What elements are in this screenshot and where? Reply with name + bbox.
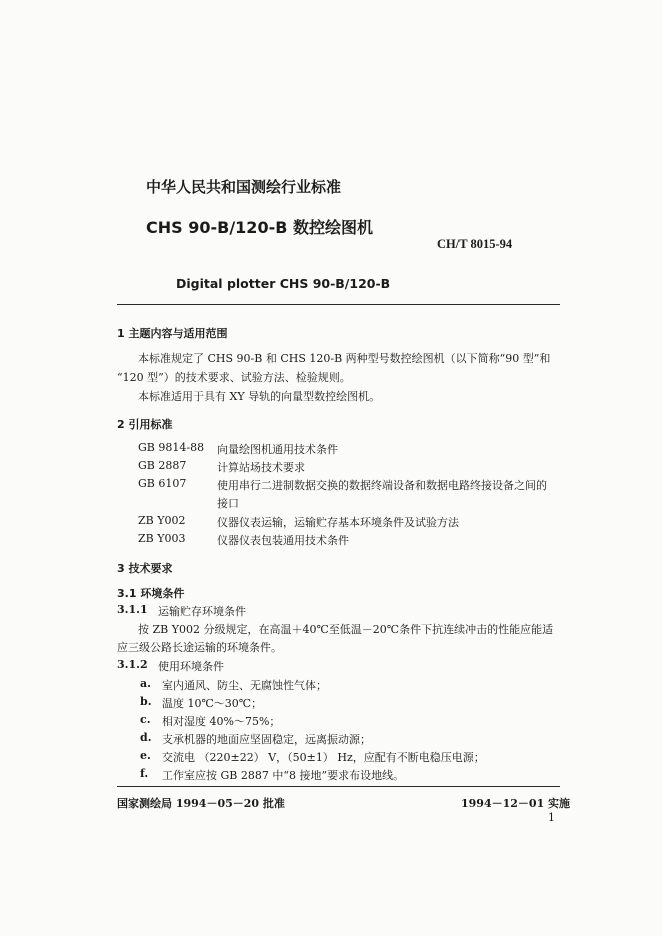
clause-title: 使用环境条件: [158, 660, 224, 673]
list-item-marker: d.: [140, 731, 152, 744]
list-item-marker: e.: [140, 749, 151, 762]
header-divider: [117, 304, 560, 305]
list-item-marker: b.: [140, 695, 152, 708]
page-number: 1: [548, 811, 555, 824]
section-3-heading: 3 技术要求: [117, 562, 173, 575]
clause-title: 运输贮存环境条件: [158, 605, 246, 618]
subsection-3-1-heading: 3.1 环境条件: [117, 587, 185, 600]
footer-divider: [117, 786, 560, 787]
approval-line: 国家测绘局 1994－05－20 批准: [117, 797, 285, 810]
reference-code: ZB Y003: [138, 532, 186, 545]
list-item: 相对湿度 40%～75%；: [162, 715, 281, 728]
list-item: 工作室应按 GB 2887 中“8 接地”要求布设地线。: [162, 769, 405, 782]
reference-code: GB 2887: [138, 459, 187, 472]
section-1-paragraph-line: “120 型”）的技术要求、试验方法、检验规则。: [117, 371, 351, 384]
list-item: 交流电 （220±22） V，（50±1） Hz，应配有不断电稳压电源；: [162, 751, 485, 764]
list-item: 支承机器的地面应坚固稳定，远离振动源；: [162, 733, 371, 746]
section-2-heading: 2 引用标准: [117, 418, 173, 431]
clause-number: 3.1.1: [117, 603, 148, 616]
list-item: 室内通风、防尘、无腐蚀性气体；: [162, 679, 327, 692]
reference-title-continued: 接口: [217, 497, 239, 510]
clause-number: 3.1.2: [117, 658, 148, 671]
reference-code: GB 6107: [138, 477, 187, 490]
reference-title: 使用串行二进制数据交换的数据终端设备和数据电路终接设备之间的: [217, 479, 547, 492]
list-item-marker: f.: [140, 767, 149, 780]
section-1-paragraph-line: 本标准规定了 CHS 90-B 和 CHS 120-B 两种型号数控绘图机（以下简称“90 型”和: [138, 352, 551, 365]
list-item: 温度 10℃～30℃；: [162, 697, 263, 710]
english-title: Digital plotter CHS 90-B/120-B: [176, 276, 391, 291]
clause-paragraph-line: 按 ZB Y002 分级规定，在高温＋40℃至低温－20℃条件下抗连续冲击的性能应能适: [138, 623, 554, 636]
standard-category: 中华人民共和国测绘行业标准: [146, 178, 342, 196]
reference-title: 仪器仪表包装通用技术条件: [217, 534, 349, 547]
effective-date: 1994－12－01 实施: [461, 797, 571, 810]
reference-code: ZB Y002: [138, 514, 186, 527]
standard-code: CH/T 8015-94: [437, 237, 513, 251]
reference-title: 向量绘图机通用技术条件: [217, 443, 338, 456]
clause-paragraph-line: 应三级公路长途运输的环境条件。: [117, 641, 282, 654]
section-1-heading: 1 主题内容与适用范围: [117, 327, 228, 340]
reference-code: GB 9814-88: [138, 441, 205, 454]
list-item-marker: a.: [140, 677, 151, 690]
reference-title: 仪器仪表运输，运输贮存基本环境条件及试验方法: [217, 516, 459, 529]
section-1-paragraph: 本标准适用于具有 XY 导轨的向量型数控绘图机。: [138, 390, 381, 403]
reference-title: 计算站场技术要求: [217, 461, 305, 474]
document-title: CHS 90-B/120-B 数控绘图机: [146, 218, 373, 237]
list-item-marker: c.: [140, 713, 151, 726]
